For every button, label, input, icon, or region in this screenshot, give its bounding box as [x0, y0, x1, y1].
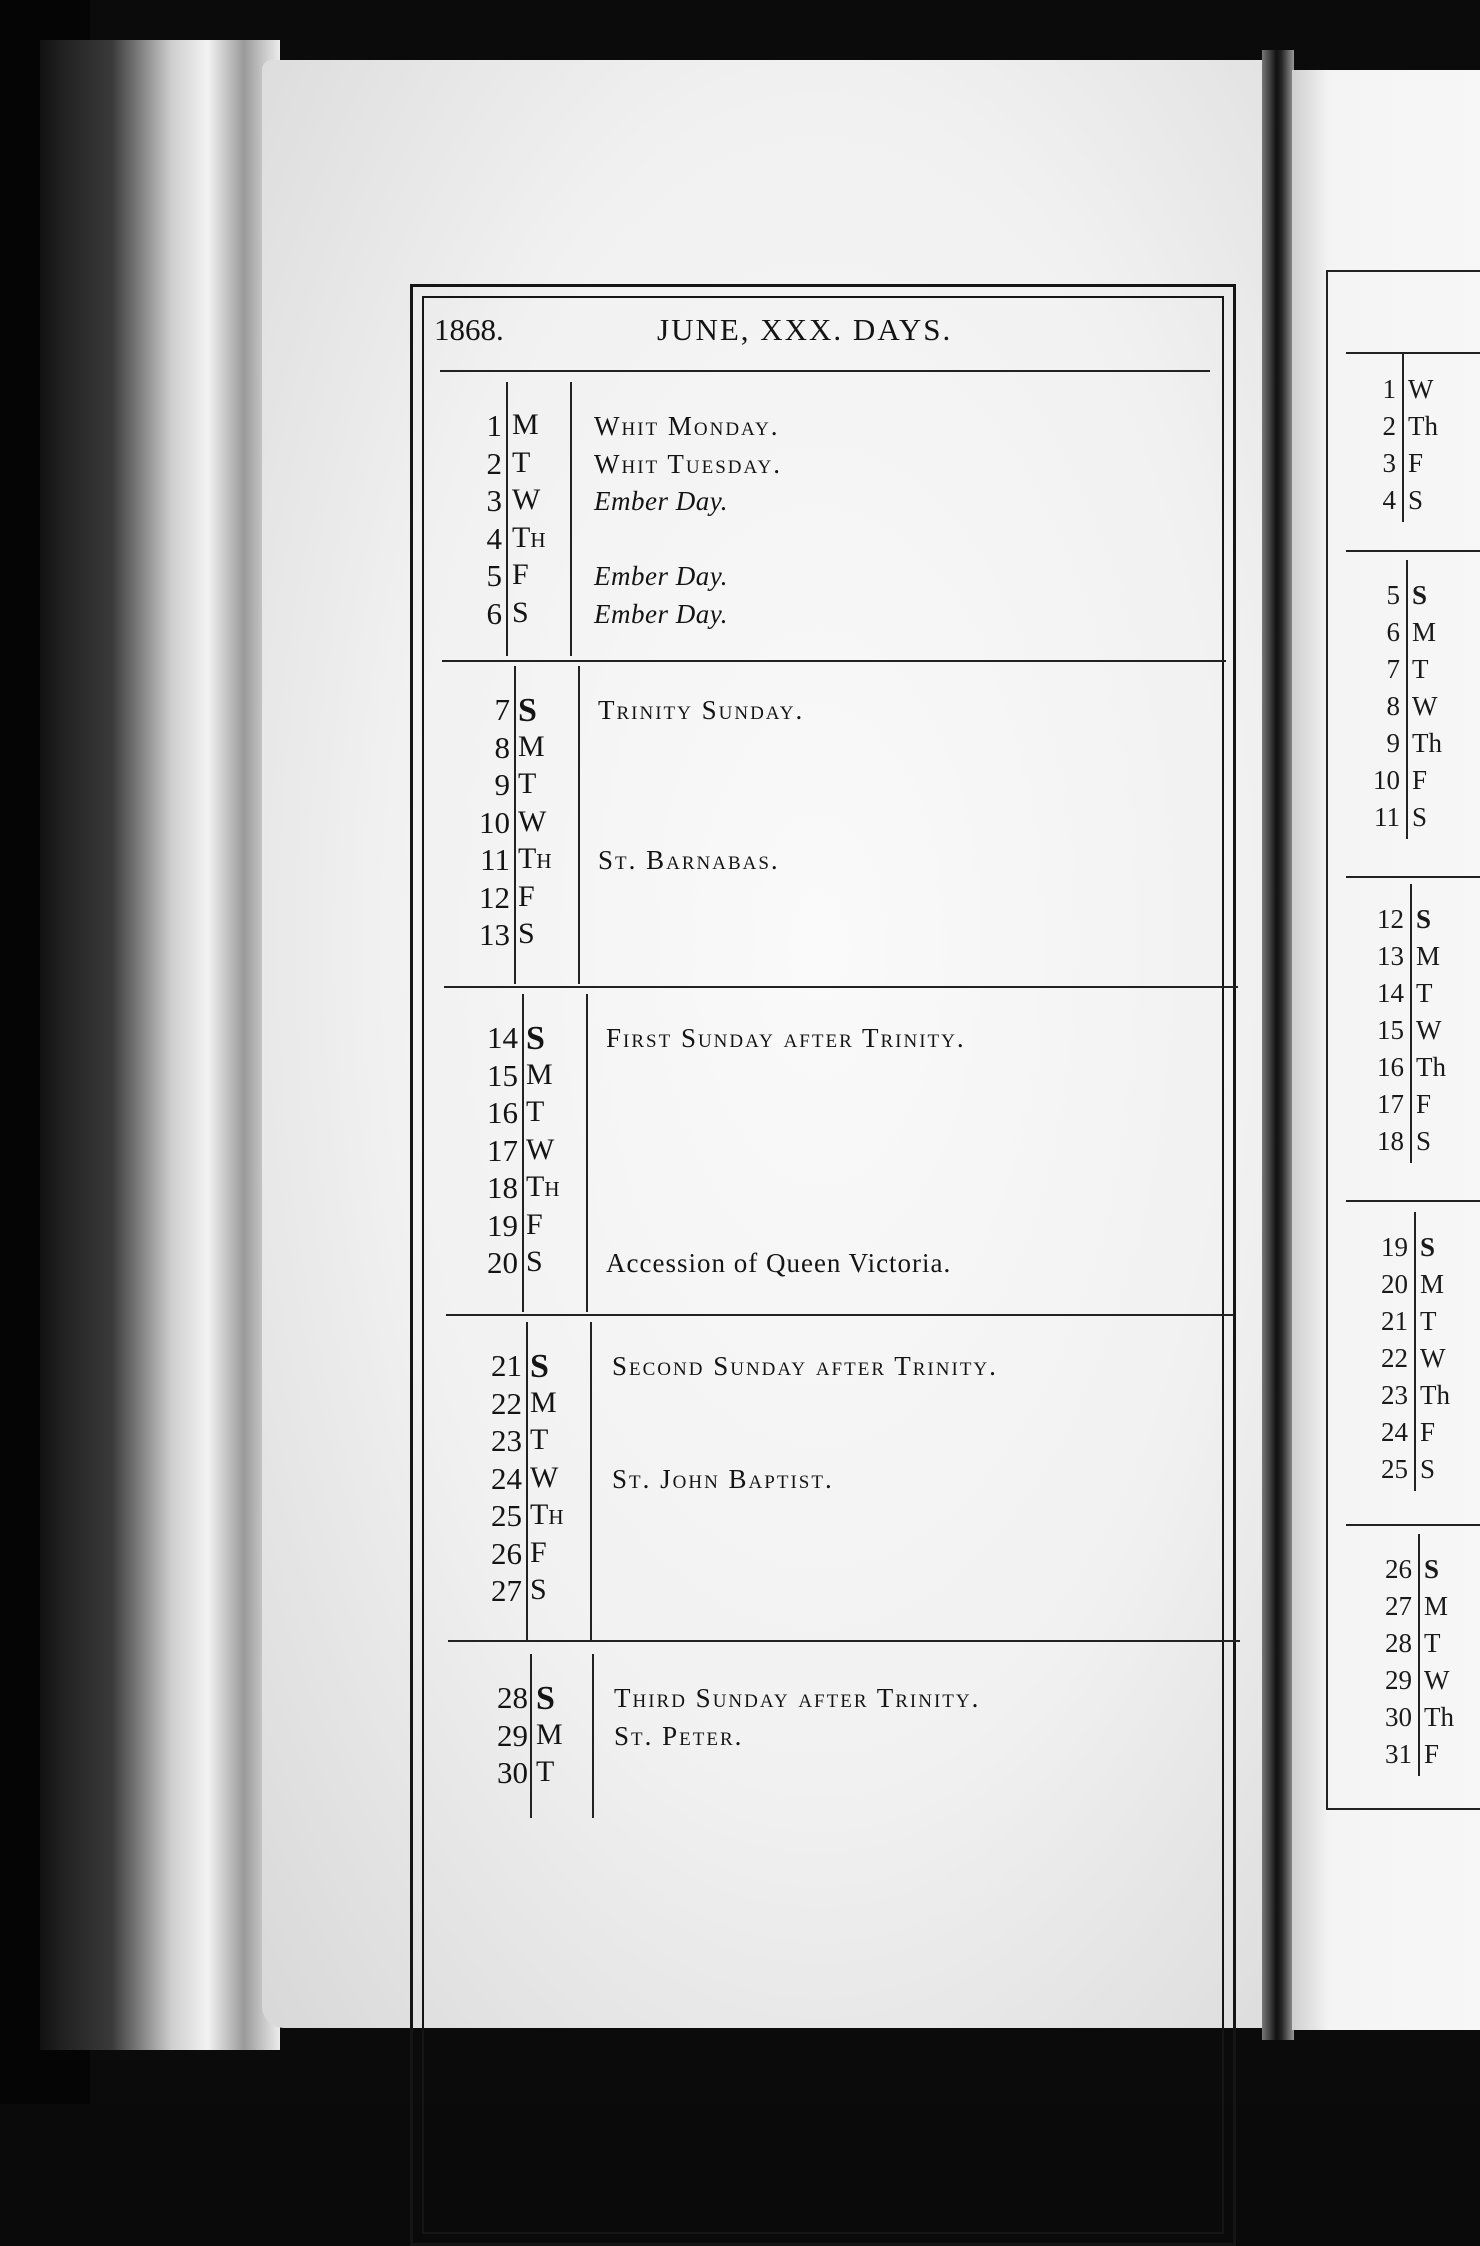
day-number: 13	[479, 917, 510, 952]
day-number: 1	[486, 408, 502, 443]
calendar-row	[0, 1020, 966, 1058]
calendar-row	[0, 1207, 543, 1246]
facing-day-number: 21	[1381, 1306, 1408, 1336]
facing-column-rule	[1414, 1212, 1416, 1491]
facing-week-rule	[1346, 1524, 1480, 1526]
weekday-label: Th	[530, 1498, 564, 1531]
calendar-event: St. Peter.	[614, 1720, 744, 1751]
facing-day-number: 16	[1377, 1052, 1404, 1082]
day-number: 4	[486, 520, 502, 556]
day-number: 12	[479, 879, 510, 915]
day-number: 11	[480, 842, 510, 877]
sunday-blackletter-label: S	[530, 1348, 549, 1385]
day-number: 22	[491, 1385, 522, 1421]
day-number: 14	[487, 1020, 518, 1055]
week-separator-rule	[444, 986, 1238, 988]
facing-day-number: 2	[1382, 411, 1396, 441]
weekday-label: F	[518, 879, 535, 913]
facing-weekday-label: F	[1412, 765, 1428, 795]
facing-weekday-label: Th	[1412, 728, 1442, 758]
weekday-label: M	[512, 408, 539, 441]
calendar-event: Second Sunday after Trinity.	[612, 1351, 998, 1381]
calendar-row	[0, 1170, 560, 1208]
facing-day-number: 25	[1381, 1454, 1408, 1484]
weekday-label: T	[526, 1095, 545, 1128]
weekday-label: T	[518, 767, 537, 800]
facing-weekday-label: T	[1416, 978, 1433, 1008]
calendar-event: Third Sunday after Trinity.	[614, 1683, 981, 1713]
facing-day-number: 23	[1381, 1380, 1408, 1410]
calendar-row	[0, 1423, 549, 1461]
day-number: 26	[491, 1535, 522, 1571]
facing-week-rule	[1346, 876, 1480, 878]
book-gutter	[1262, 50, 1294, 2040]
calendar-event: St. Barnabas.	[598, 845, 780, 875]
weekday-label: Th	[526, 1170, 560, 1203]
calendar-event: St. John Baptist.	[612, 1463, 834, 1494]
facing-week-rule	[1346, 1200, 1480, 1202]
facing-week-rule	[1346, 550, 1480, 552]
facing-day-number: 12	[1377, 904, 1404, 934]
weekday-column-rule	[578, 666, 580, 984]
calendar-row	[0, 729, 545, 768]
facing-day-number: 11	[1374, 802, 1400, 832]
facing-weekday-label: W	[1424, 1665, 1450, 1695]
facing-day-number: 15	[1377, 1015, 1404, 1045]
facing-day-number: 13	[1377, 941, 1404, 971]
day-number: 21	[491, 1348, 522, 1383]
calendar-event: Ember Day.	[594, 561, 728, 591]
calendar-event: First Sunday after Trinity.	[606, 1023, 966, 1053]
facing-column-rule	[1418, 1534, 1420, 1776]
facing-weekday-label: S	[1412, 802, 1428, 832]
weekday-column-rule	[592, 1654, 594, 1818]
day-number: 30	[497, 1755, 528, 1790]
facing-day-number: 17	[1377, 1089, 1404, 1119]
calendar-row	[0, 1132, 555, 1171]
facing-weekday-label: Th	[1420, 1380, 1450, 1410]
facing-weekday-label: S	[1420, 1454, 1436, 1484]
facing-day-number: 26	[1385, 1554, 1412, 1584]
day-number: 7	[494, 692, 510, 727]
day-number: 23	[491, 1423, 522, 1458]
day-number: 28	[497, 1680, 528, 1715]
facing-weekday-label: W	[1408, 374, 1434, 404]
facing-weekday-label: S	[1416, 1126, 1432, 1156]
facing-weekday-label: W	[1420, 1343, 1446, 1373]
week-separator-rule	[448, 1640, 1240, 1642]
calendar-row	[0, 1717, 744, 1756]
facing-column-rule	[1406, 560, 1408, 839]
day-number: 6	[486, 595, 502, 631]
facing-day-number: 9	[1386, 728, 1400, 758]
weekday-label: F	[530, 1535, 547, 1569]
day-number: 29	[497, 1717, 528, 1753]
facing-weekday-label: M	[1424, 1591, 1449, 1621]
month-title: JUNE, XXX. DAYS.	[657, 312, 953, 347]
header-rule	[440, 370, 1210, 372]
calendar-row	[0, 1095, 545, 1133]
facing-weekday-label: S	[1424, 1554, 1440, 1584]
facing-day-number: 14	[1377, 978, 1404, 1008]
calendar-event: Ember Day.	[594, 598, 728, 629]
facing-day-number: 24	[1381, 1417, 1408, 1447]
facing-weekday-label: S	[1408, 485, 1424, 515]
facing-day-number: 19	[1381, 1232, 1408, 1262]
facing-day-number: 31	[1385, 1739, 1412, 1769]
weekday-label: W	[530, 1460, 559, 1494]
calendar-event: Ember Day.	[594, 486, 728, 516]
facing-weekday-label: F	[1420, 1417, 1436, 1447]
weekday-label: M	[518, 729, 545, 763]
week-separator-rule	[446, 1314, 1234, 1316]
weekday-label: T	[536, 1755, 555, 1788]
weekday-column-rule	[590, 1322, 592, 1640]
facing-column-rule	[1402, 354, 1404, 522]
day-number: 15	[487, 1057, 518, 1093]
calendar-row	[0, 1460, 834, 1499]
calendar-row	[0, 1755, 555, 1793]
calendar-row	[0, 483, 728, 521]
facing-day-number: 30	[1385, 1702, 1412, 1732]
day-number: 18	[487, 1170, 518, 1205]
weekday-label: M	[530, 1385, 557, 1419]
sunday-blackletter-label: S	[518, 692, 537, 729]
day-column-rule	[514, 666, 516, 984]
facing-day-number: 3	[1382, 448, 1396, 478]
calendar-row	[0, 408, 780, 446]
day-number: 17	[487, 1132, 518, 1168]
weekday-label: S	[530, 1573, 547, 1606]
weekday-label: M	[526, 1057, 553, 1091]
facing-weekday-label: W	[1412, 691, 1438, 721]
calendar-row	[0, 1348, 998, 1386]
calendar-event: Whit Monday.	[594, 411, 780, 441]
weekday-label: W	[518, 804, 547, 838]
day-number: 24	[491, 1460, 522, 1496]
calendar-row	[0, 1498, 564, 1536]
day-number: 19	[487, 1207, 518, 1243]
facing-weekday-label: F	[1408, 448, 1424, 478]
facing-weekday-label: T	[1412, 654, 1429, 684]
facing-day-number: 8	[1386, 691, 1400, 721]
weekday-label: S	[512, 595, 529, 629]
weekday-label: T	[530, 1423, 549, 1456]
facing-day-number: 28	[1385, 1628, 1412, 1658]
calendar-row	[0, 1573, 547, 1611]
facing-header-rule	[1346, 352, 1480, 354]
facing-day-number: 29	[1385, 1665, 1412, 1695]
weekday-label: W	[526, 1132, 555, 1166]
calendar-row	[0, 1245, 952, 1283]
weekday-label: M	[536, 1717, 563, 1751]
facing-weekday-label: M	[1412, 617, 1437, 647]
calendar-row	[0, 917, 535, 955]
calendar-event: Trinity Sunday.	[598, 695, 805, 725]
calendar-row	[0, 558, 728, 596]
sunday-blackletter-label: S	[526, 1020, 545, 1057]
day-number: 27	[491, 1573, 522, 1608]
calendar-row	[0, 842, 780, 880]
day-number: 25	[491, 1498, 522, 1533]
weekday-label: F	[526, 1207, 543, 1241]
weekday-column-rule	[586, 994, 588, 1312]
facing-day-number: 22	[1381, 1343, 1408, 1373]
day-number: 16	[487, 1095, 518, 1130]
weekday-label: S	[526, 1245, 543, 1278]
page-stack-edge	[40, 40, 280, 2050]
facing-weekday-label: Th	[1408, 411, 1438, 441]
week-separator-rule	[442, 660, 1226, 662]
weekday-label: Th	[518, 842, 552, 875]
calendar-event: Accession of Queen Victoria.	[606, 1248, 952, 1278]
facing-weekday-label: S	[1420, 1232, 1436, 1262]
facing-day-number: 27	[1385, 1591, 1412, 1621]
day-number: 8	[494, 729, 510, 765]
calendar-row	[0, 445, 782, 484]
facing-day-number: 1	[1382, 374, 1396, 404]
weekday-label: S	[518, 917, 535, 950]
day-number: 3	[486, 483, 502, 518]
day-number: 5	[486, 558, 502, 593]
calendar-row	[0, 520, 546, 559]
facing-day-number: 10	[1373, 765, 1400, 795]
facing-weekday-label: Th	[1424, 1702, 1454, 1732]
facing-weekday-label: M	[1420, 1269, 1445, 1299]
day-number: 10	[479, 804, 510, 840]
calendar-row	[0, 879, 535, 918]
calendar-row	[0, 1535, 547, 1574]
weekday-label: F	[512, 558, 529, 591]
facing-weekday-label: S	[1412, 580, 1428, 610]
calendar-row	[0, 1057, 553, 1096]
facing-weekday-label: M	[1416, 941, 1441, 971]
facing-weekday-label: F	[1424, 1739, 1440, 1769]
weekday-label: Th	[512, 520, 546, 554]
facing-weekday-label: T	[1420, 1306, 1437, 1336]
facing-day-number: 7	[1386, 654, 1400, 684]
weekday-label: W	[512, 483, 541, 516]
calendar-row	[0, 1385, 557, 1424]
facing-weekday-label: Th	[1416, 1052, 1446, 1082]
facing-weekday-label: F	[1416, 1089, 1432, 1119]
calendar-header	[432, 312, 1212, 358]
calendar-row	[0, 804, 547, 843]
facing-day-number: 4	[1382, 485, 1396, 515]
day-column-rule	[522, 994, 524, 1312]
facing-weekday-label: S	[1416, 904, 1432, 934]
weekday-label: T	[512, 445, 531, 479]
day-number: 20	[487, 1245, 518, 1280]
day-column-rule	[506, 382, 508, 656]
day-column-rule	[526, 1322, 528, 1640]
calendar-row	[0, 595, 728, 634]
day-number: 2	[486, 445, 502, 481]
calendar-row	[0, 767, 537, 805]
sunday-blackletter-label: S	[536, 1680, 555, 1717]
year-label: 1868.	[434, 312, 504, 347]
facing-day-number: 20	[1381, 1269, 1408, 1299]
facing-day-number: 5	[1386, 580, 1400, 610]
facing-day-number: 18	[1377, 1126, 1404, 1156]
facing-weekday-label: W	[1416, 1015, 1442, 1045]
weekday-column-rule	[570, 382, 572, 656]
day-number: 9	[494, 767, 510, 802]
facing-day-number: 6	[1386, 617, 1400, 647]
day-column-rule	[530, 1654, 532, 1818]
calendar-row	[0, 1680, 981, 1718]
facing-weekday-label: T	[1424, 1628, 1441, 1658]
calendar-row	[0, 692, 805, 730]
calendar-event: Whit Tuesday.	[594, 448, 782, 479]
facing-column-rule	[1410, 884, 1412, 1163]
